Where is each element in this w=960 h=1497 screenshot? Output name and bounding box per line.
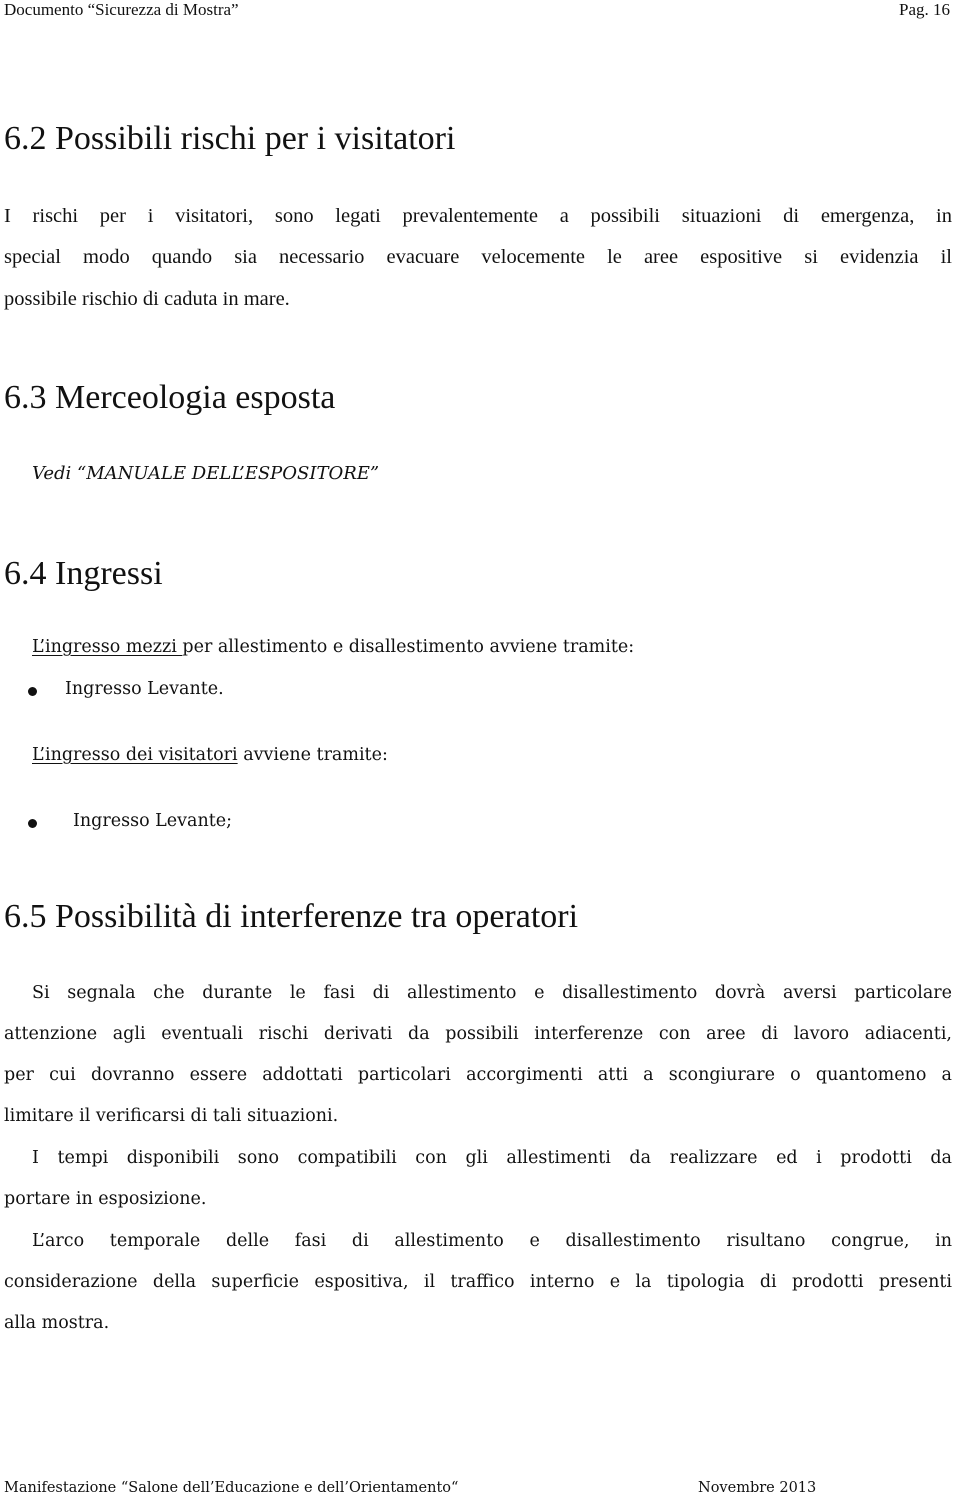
bullet-item-2: Ingresso Levante;: [73, 811, 233, 831]
s62-line-3: possibile rischio di caduta in mare.: [4, 288, 290, 310]
header-page-number: Pag. 16: [899, 0, 950, 19]
s65-p2-line-1: I tempi disponibili sono compatibili con gli allestimenti da realizzare ed i prodotti da: [32, 1148, 952, 1168]
s62-line-2: special modo quando sia necessario evacuare velocemente le aree espositive si evidenzia il: [4, 246, 952, 268]
s65-p1-line-4: limitare il verificarsi di tali situazioni.: [4, 1106, 339, 1126]
s65-p1-line-2: attenzione agli eventuali rischi derivati da possibili interferenze con aree di lavoro adiacenti,: [4, 1024, 952, 1044]
ingresso-visitatori-label: L’ingresso dei visitatori: [32, 745, 238, 765]
ingresso-mezzi-label: L’ingresso mezzi: [32, 637, 183, 657]
s65-p3-line-2: considerazione della superficie espositiva, il traffico interno e la tipologia di prodotti presenti: [4, 1272, 952, 1292]
footer-event: Manifestazione “Salone dell’Educazione e dell’Orientamento“: [4, 1480, 459, 1496]
footer-date: Novembre 2013: [698, 1480, 817, 1496]
ingresso-mezzi-text: per allestimento e disallestimento avviene tramite:: [182, 637, 635, 657]
heading-6-2: 6.2 Possibili rischi per i visitatori: [4, 120, 456, 157]
bullet-item-1: Ingresso Levante.: [65, 679, 224, 699]
heading-6-3: 6.3 Merceologia esposta: [4, 379, 336, 416]
s64-mezzi-line: [32, 637, 634, 657]
header-doc-title: Documento “Sicurezza di Mostra”: [4, 0, 239, 19]
s65-p3-line-3: alla mostra.: [4, 1313, 110, 1333]
s65-p3-line-1: L’arco temporale delle fasi di allestimento e disallestimento risultano congrue, in: [32, 1231, 952, 1251]
s64-visitatori-line: [32, 745, 388, 765]
heading-6-5: 6.5 Possibilità di interferenze tra operatori: [4, 898, 579, 935]
s65-p1-line-1: Si segnala che durante le fasi di allestimento e disallestimento dovrà aversi particolare: [32, 983, 952, 1003]
manual-reference: Vedi “MANUALE DELL’ESPOSITORE”: [32, 463, 380, 484]
s62-line-1: I rischi per i visitatori, sono legati prevalentemente a possibili situazioni di emergenza, in: [4, 205, 952, 227]
s65-p2-line-2: portare in esposizione.: [4, 1189, 207, 1209]
bullet-icon: [28, 687, 37, 696]
ingresso-visitatori-text: avviene tramite:: [237, 745, 388, 765]
s65-p1-line-3: per cui dovranno essere addottati particolari accorgimenti atti a scongiurare o quantomeno a: [4, 1065, 952, 1085]
bullet-icon: [28, 819, 37, 828]
heading-6-4: 6.4 Ingressi: [4, 555, 163, 592]
